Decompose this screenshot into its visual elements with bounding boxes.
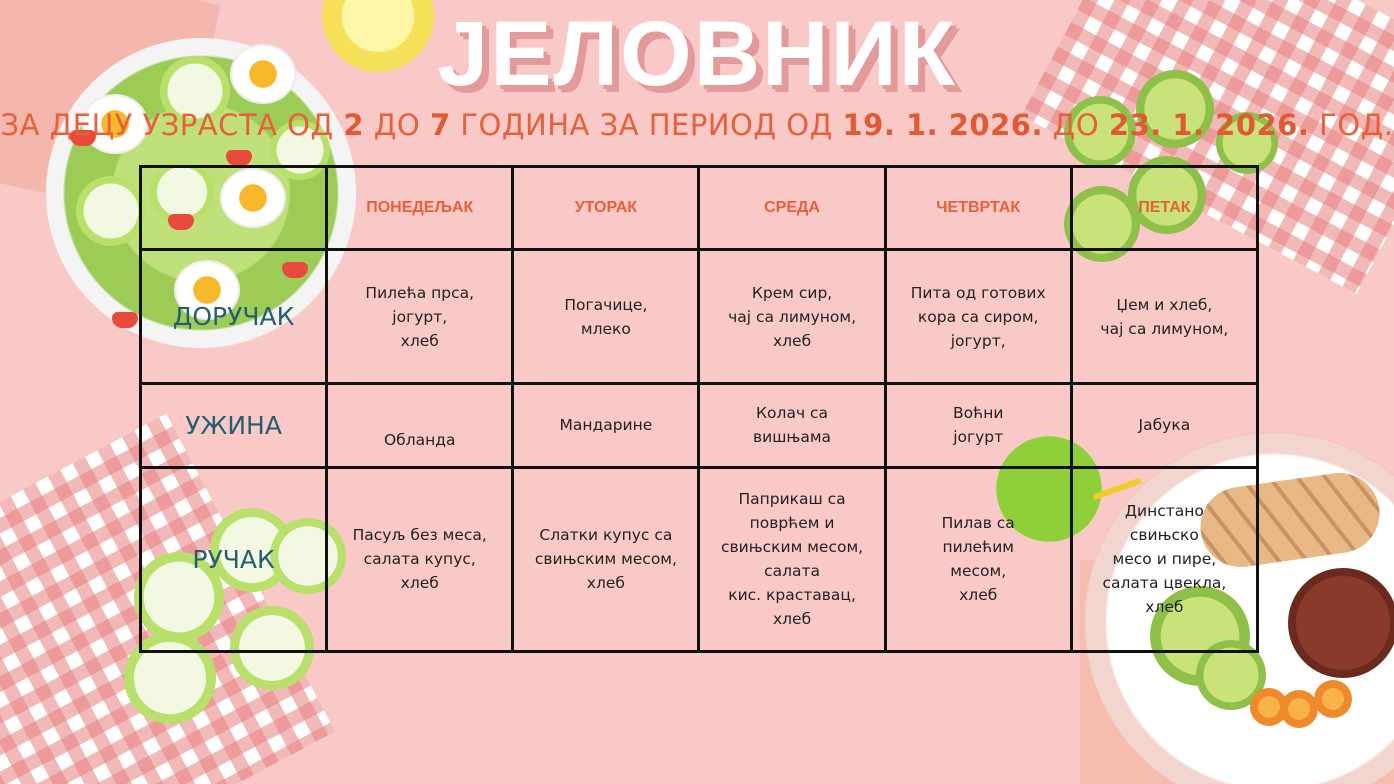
subtitle-text: ГОД. [1309, 108, 1394, 142]
menu-cell: Обланда [327, 384, 513, 468]
day-header: СРЕДА [699, 167, 885, 250]
carrot-slice-icon [1280, 690, 1318, 728]
menu-cell: Пасуљ без меса, салата купус, хлеб [327, 467, 513, 651]
minced-meat-icon [1288, 568, 1394, 678]
menu-cell: Колач са вишњама [699, 384, 885, 468]
menu-cell: Јабука [1071, 384, 1257, 468]
date-from: 19. 1. 2026. [842, 108, 1043, 142]
corner-cell [141, 167, 327, 250]
tomato-icon [112, 312, 138, 328]
menu-table [139, 165, 1259, 653]
table-row [141, 467, 1258, 651]
day-header: ЧЕТВРТАК [885, 167, 1071, 250]
table-header-row [141, 167, 1258, 250]
menu-cell: Крем сир, чај са лимуном, хлеб [699, 250, 885, 384]
subtitle-text: ДО [1042, 108, 1109, 142]
page-subtitle [0, 108, 1394, 142]
day-header: ПОНЕДЕЉАК [327, 167, 513, 250]
cucumber-slice-icon [76, 176, 146, 246]
menu-cell: Пита од готових кора са сиром, јогурт, [885, 250, 1071, 384]
subtitle-text: ЗА ДЕЦУ УЗРАСТА ОД [0, 108, 344, 142]
table-row [141, 384, 1258, 468]
tomato-icon [226, 150, 252, 166]
subtitle-text: ГОДИНА ЗА ПЕРИОД ОД [450, 108, 843, 142]
menu-cell: Паприкаш са поврћем и свињским месом, салата кис. краставац, хлеб [699, 467, 885, 651]
day-header: УТОРАК [513, 167, 699, 250]
menu-cell: Погачице, млеко [513, 250, 699, 384]
meal-label: РУЧАК [141, 467, 327, 651]
day-header: ПЕТАК [1071, 167, 1257, 250]
menu-cell: Мандарине [513, 384, 699, 468]
age-to: 7 [429, 108, 451, 142]
menu-cell: Слатки купус са свињским месом, хлеб [513, 467, 699, 651]
age-from: 2 [343, 108, 365, 142]
date-to: 23. 1. 2026. [1108, 108, 1310, 142]
table-row [141, 250, 1258, 384]
page-title: ЈЕЛОВНИК [437, 3, 957, 105]
menu-cell: Пилећа прса, јогурт, хлеб [327, 250, 513, 384]
menu-cell: Воћни јогурт [885, 384, 1071, 468]
carrot-slice-icon [1314, 680, 1352, 718]
meal-label: УЖИНА [141, 384, 327, 468]
subtitle-text: ДО [364, 108, 430, 142]
menu-cell: Џем и хлеб, чај са лимуном, [1071, 250, 1257, 384]
menu-cell: Динстано свињско месо и пире, салата цвекла, хлеб [1071, 467, 1257, 651]
menu-cell: Пилав са пилећим месом, хлеб [885, 467, 1071, 651]
meal-label: ДОРУЧАК [141, 250, 327, 384]
